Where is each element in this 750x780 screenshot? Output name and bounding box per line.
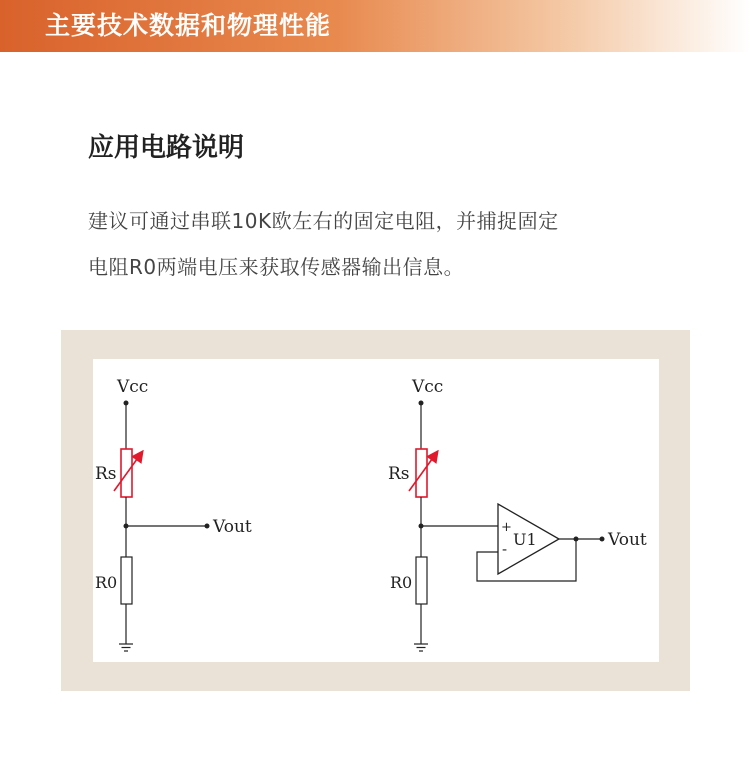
left-vout-label: Vout — [213, 517, 252, 537]
left-fixed-resistor — [121, 557, 132, 604]
description-line-1: 建议可通过串联10K欧左右的固定电阻，并捕捉固定 — [88, 209, 559, 233]
left-rs-label: Rs — [95, 464, 117, 484]
header-bar — [0, 0, 750, 52]
right-fixed-resistor — [416, 557, 427, 604]
right-r0-label: R0 — [390, 573, 413, 592]
left-ground-icon — [119, 644, 133, 651]
header-title: 主要技术数据和物理性能 — [45, 11, 332, 40]
right-rs-label: Rs — [388, 464, 410, 484]
circuit-diagram — [93, 359, 659, 662]
right-vout-terminal — [600, 537, 605, 542]
circuit-diagram-canvas — [93, 359, 659, 662]
section-heading: 应用电路说明 — [88, 133, 245, 163]
left-circuit — [95, 377, 252, 651]
opamp-plus-label: + — [501, 520, 512, 535]
right-ground-icon — [414, 644, 428, 651]
description-text — [88, 198, 688, 290]
opamp-minus-label: - — [502, 540, 508, 558]
description-line-2: 电阻R0两端电压来获取传感器输出信息。 — [88, 255, 465, 279]
right-circuit — [388, 377, 647, 651]
right-vout-label: Vout — [608, 530, 647, 550]
left-r0-label: R0 — [95, 573, 118, 592]
left-vout-terminal — [205, 524, 210, 529]
left-vcc-label: Vcc — [117, 377, 149, 397]
opamp-u1-label: U1 — [513, 530, 537, 549]
right-vcc-label: Vcc — [412, 377, 444, 397]
circuit-diagram-frame — [61, 330, 690, 691]
